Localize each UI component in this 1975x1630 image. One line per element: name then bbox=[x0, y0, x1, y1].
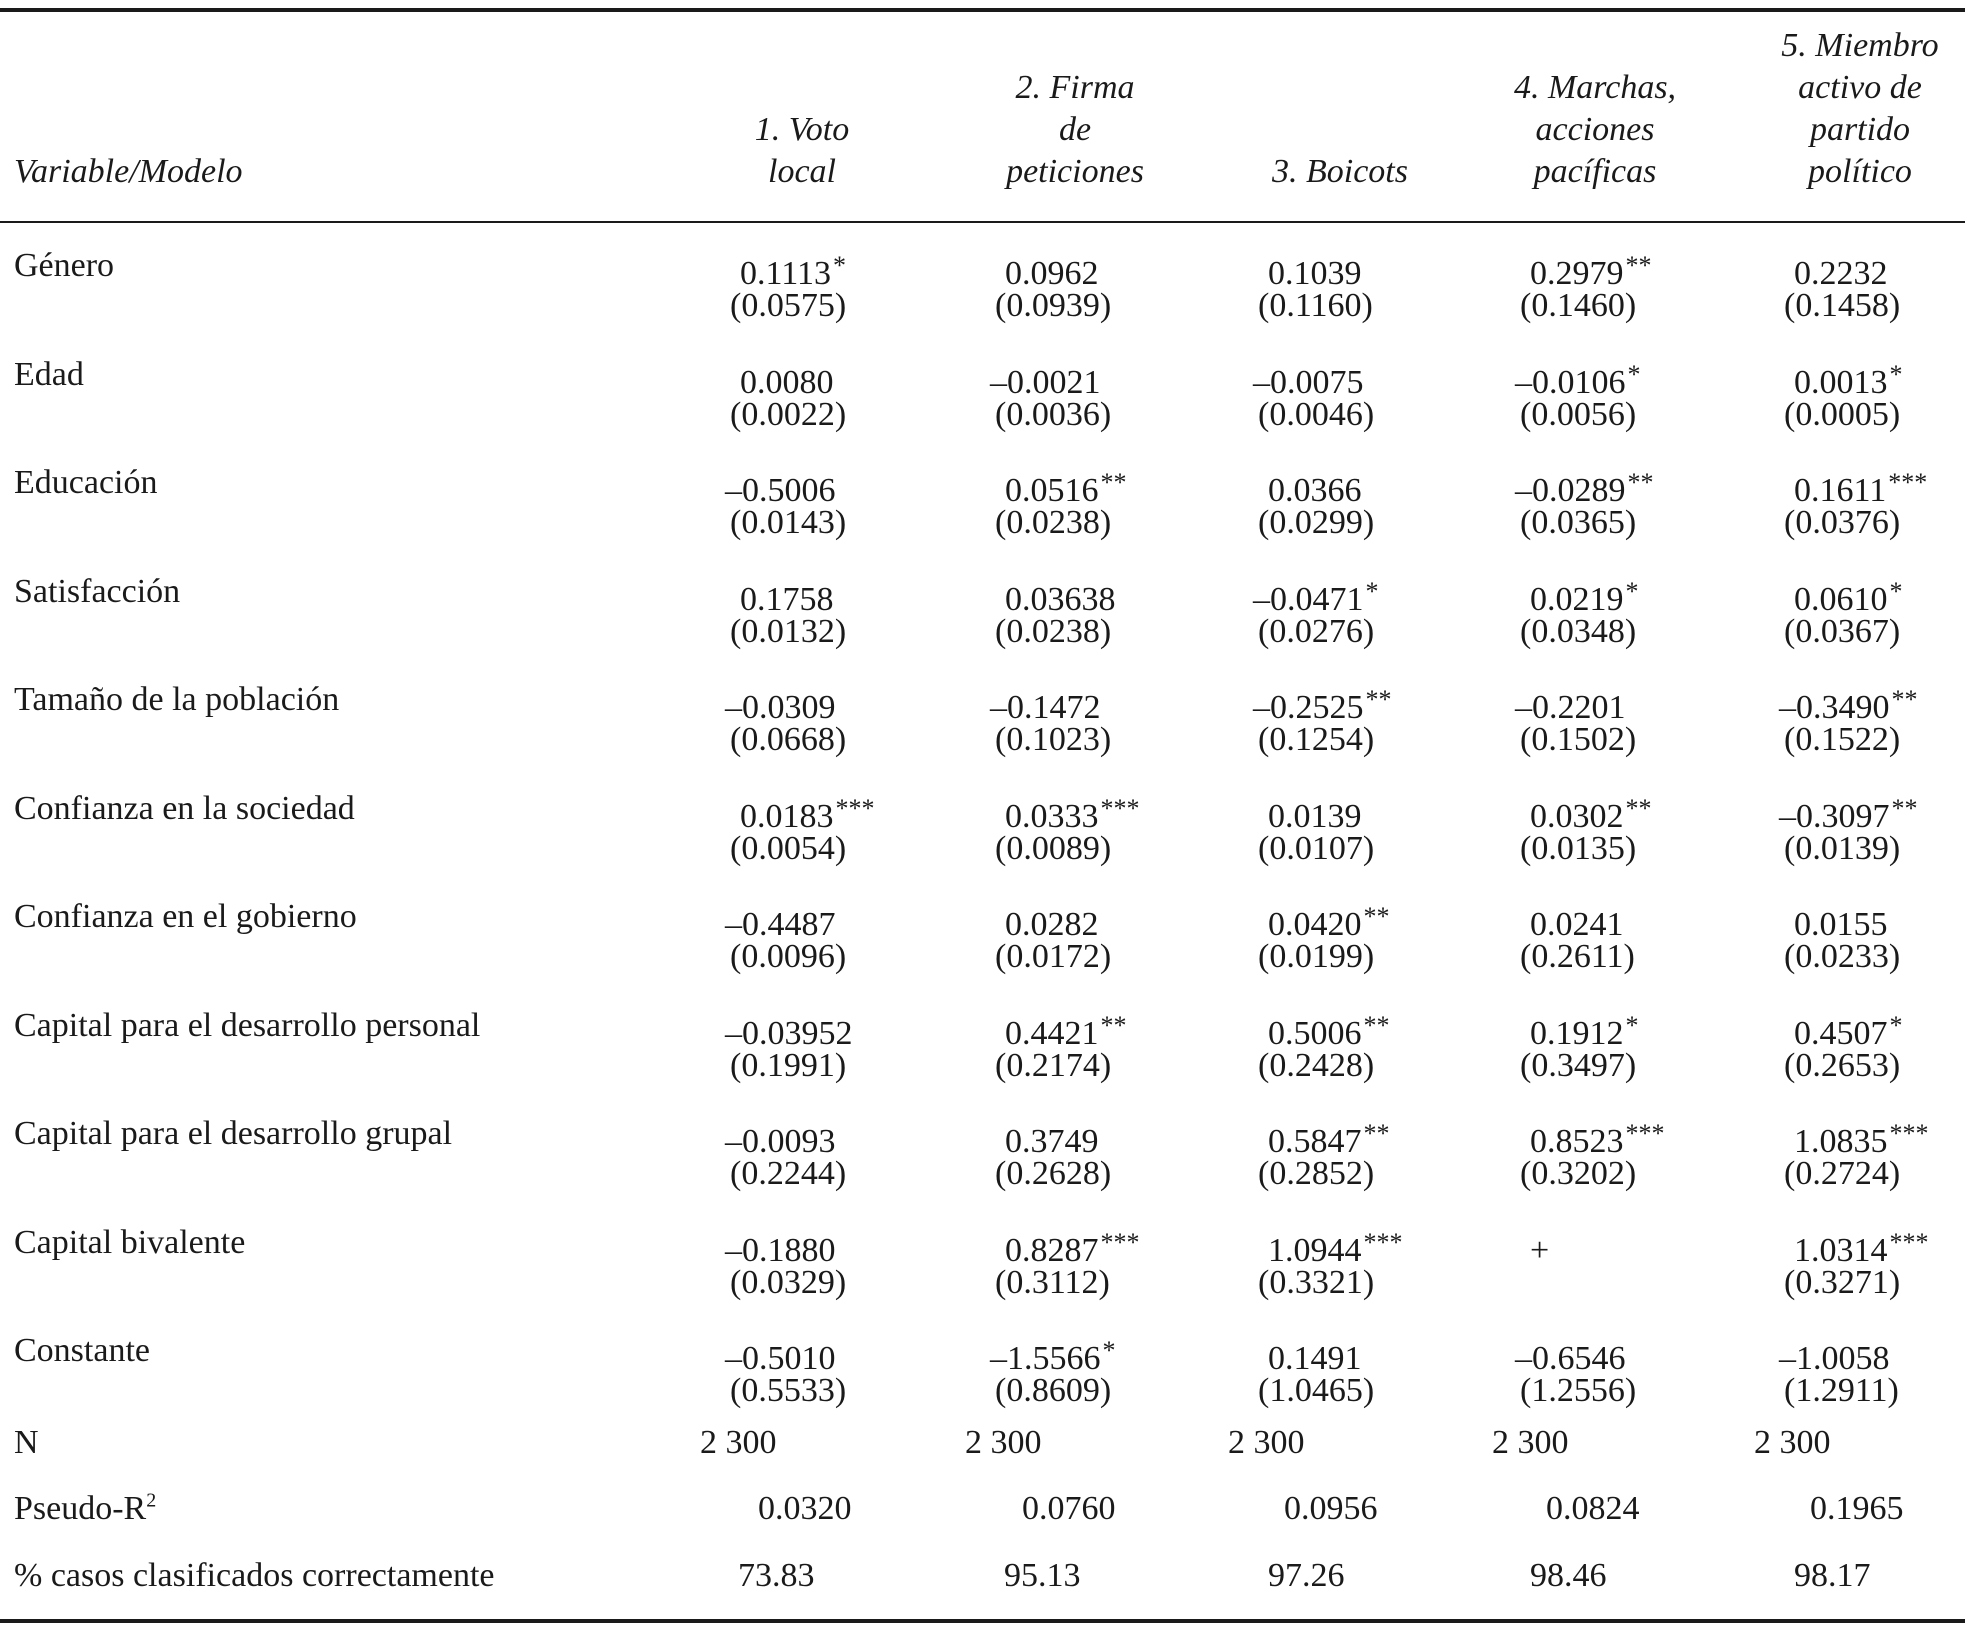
significance-stars: * bbox=[1102, 1336, 1116, 1365]
standard-error: (0.2724) bbox=[1784, 1155, 1901, 1192]
significance-stars: *** bbox=[1889, 1119, 1929, 1148]
row-label: Tamaño de la población bbox=[14, 681, 340, 718]
significance-stars: *** bbox=[1889, 1228, 1929, 1257]
pct-correct-value-5: 98.17 bbox=[1794, 1557, 1871, 1594]
coefficient-value: –0.2525 bbox=[1253, 689, 1364, 726]
coefficient-value: 0.0013 bbox=[1794, 364, 1888, 401]
standard-error: (0.1254) bbox=[1258, 721, 1375, 758]
significance-stars: *** bbox=[1625, 1119, 1665, 1148]
standard-error: (0.0365) bbox=[1520, 504, 1637, 541]
coefficient-value: + bbox=[1530, 1232, 1550, 1269]
coefficient-value: –1.0058 bbox=[1779, 1340, 1890, 1377]
row-label: Capital bivalente bbox=[14, 1224, 246, 1261]
coefficient-value: 0.0366 bbox=[1268, 472, 1362, 509]
coefficient-value: –0.4487 bbox=[725, 906, 836, 943]
coefficient-value: –0.1880 bbox=[725, 1232, 836, 1269]
coefficient-value: 1.0944 bbox=[1268, 1232, 1362, 1269]
standard-error: (0.2628) bbox=[995, 1155, 1112, 1192]
coefficient-value: 0.0155 bbox=[1794, 906, 1888, 943]
standard-error: (0.0107) bbox=[1258, 830, 1375, 867]
standard-error: (0.0238) bbox=[995, 504, 1112, 541]
column-header-2 bbox=[965, 67, 1185, 193]
significance-stars: ** bbox=[1891, 685, 1918, 714]
coefficient-value: 0.0610 bbox=[1794, 581, 1888, 618]
coefficient-value: –0.03952 bbox=[725, 1015, 853, 1052]
row-label: Satisfacción bbox=[14, 573, 181, 610]
coefficient-value: 0.1491 bbox=[1268, 1340, 1362, 1377]
row-label: Capital para el desarrollo grupal bbox=[14, 1115, 453, 1152]
column-header-4 bbox=[1480, 67, 1710, 193]
coefficient-value: 0.1758 bbox=[740, 581, 834, 618]
coefficient-value: –0.0021 bbox=[990, 364, 1101, 401]
standard-error: (0.2428) bbox=[1258, 1047, 1375, 1084]
coefficient-value: –0.6546 bbox=[1515, 1340, 1626, 1377]
coefficient-value: 0.1611 bbox=[1794, 472, 1887, 509]
column-header-2-line-2: de bbox=[1058, 111, 1092, 148]
significance-stars: ** bbox=[1100, 1011, 1127, 1040]
significance-stars: ** bbox=[1365, 685, 1392, 714]
standard-error: (0.0329) bbox=[730, 1264, 847, 1301]
column-header-4-line-1: 4. Marchas, bbox=[1513, 69, 1677, 106]
standard-error: (0.0276) bbox=[1258, 613, 1375, 650]
coefficient-value: 0.5006 bbox=[1268, 1015, 1362, 1052]
standard-error: (0.0135) bbox=[1520, 830, 1637, 867]
standard-error: (0.0348) bbox=[1520, 613, 1637, 650]
standard-error: (0.3112) bbox=[995, 1264, 1110, 1301]
coefficient-value: –0.0075 bbox=[1253, 364, 1364, 401]
standard-error: (0.0367) bbox=[1784, 613, 1901, 650]
coefficient-value: –0.3097 bbox=[1779, 798, 1890, 835]
pct-correct-value-1: 73.83 bbox=[738, 1557, 815, 1594]
coefficient-value: 0.0420 bbox=[1268, 906, 1362, 943]
column-header-4-line-3: pacíficas bbox=[1533, 153, 1657, 190]
standard-error: (0.5533) bbox=[730, 1372, 847, 1409]
standard-error: (0.1160) bbox=[1258, 287, 1373, 324]
row-label: Educación bbox=[14, 464, 158, 501]
pseudo-r2-value-2: 0.0760 bbox=[1022, 1490, 1116, 1527]
standard-error: (0.3321) bbox=[1258, 1264, 1375, 1301]
significance-stars: *** bbox=[835, 794, 875, 823]
coefficient-value: –0.0289 bbox=[1515, 472, 1626, 509]
standard-error: (1.2911) bbox=[1784, 1372, 1899, 1409]
coefficient-value: –1.5566 bbox=[990, 1340, 1101, 1377]
coefficient-value: 1.0314 bbox=[1794, 1232, 1888, 1269]
pseudo-r2-label-text: Pseudo-R bbox=[14, 1490, 147, 1527]
standard-error: (0.0575) bbox=[730, 287, 847, 324]
column-header-2-line-3: peticiones bbox=[1006, 153, 1144, 190]
coefficient-value: 0.1039 bbox=[1268, 255, 1362, 292]
significance-stars: ** bbox=[1891, 794, 1918, 823]
coefficient-value: 0.0183 bbox=[740, 798, 834, 835]
standard-error: (0.1991) bbox=[730, 1047, 847, 1084]
pseudo-r2-value-5: 0.1965 bbox=[1810, 1490, 1904, 1527]
pseudo-r2-value-4: 0.0824 bbox=[1546, 1490, 1640, 1527]
standard-error: (0.1522) bbox=[1784, 721, 1901, 758]
column-header-2-line-1: 2. Firma bbox=[1015, 69, 1135, 106]
coefficient-value: –0.2201 bbox=[1515, 689, 1626, 726]
column-header-5 bbox=[1760, 25, 1960, 193]
standard-error: (0.0056) bbox=[1520, 396, 1637, 433]
coefficient-value: 0.03638 bbox=[1005, 581, 1116, 618]
significance-stars: ** bbox=[1363, 902, 1390, 931]
standard-error: (0.3497) bbox=[1520, 1047, 1637, 1084]
column-header-5-line-1: 5. Miembro bbox=[1781, 27, 1939, 64]
coefficient-value: –0.0093 bbox=[725, 1123, 836, 1160]
standard-error: (0.0132) bbox=[730, 613, 847, 650]
standard-error: (0.2611) bbox=[1520, 938, 1635, 975]
coefficient-value: 0.4507 bbox=[1794, 1015, 1888, 1052]
standard-error: (0.0139) bbox=[1784, 830, 1901, 867]
coefficient-value: 0.0516 bbox=[1005, 472, 1099, 509]
standard-error: (0.0238) bbox=[995, 613, 1112, 650]
standard-error: (0.0054) bbox=[730, 830, 847, 867]
coefficient-value: 0.0962 bbox=[1005, 255, 1099, 292]
column-header-1-line-1: 1. Voto bbox=[754, 111, 850, 148]
significance-stars: * bbox=[1625, 577, 1639, 606]
coefficient-value: –0.5010 bbox=[725, 1340, 836, 1377]
coefficient-value: 0.8523 bbox=[1530, 1123, 1624, 1160]
coefficient-cell bbox=[1530, 1222, 1551, 1272]
coefficient-value: 1.0835 bbox=[1794, 1123, 1888, 1160]
standard-error: (0.1460) bbox=[1520, 287, 1637, 324]
column-header-5-line-3: partido bbox=[1809, 111, 1911, 148]
standard-error: (0.0172) bbox=[995, 938, 1112, 975]
standard-error: (0.0005) bbox=[1784, 396, 1901, 433]
standard-error: (0.1458) bbox=[1784, 287, 1901, 324]
pct-correct-value-3: 97.26 bbox=[1268, 1557, 1345, 1594]
significance-stars: * bbox=[1365, 577, 1379, 606]
pseudo-r2-value-1: 0.0320 bbox=[758, 1490, 852, 1527]
significance-stars: ** bbox=[1100, 468, 1127, 497]
coefficient-value: 0.0080 bbox=[740, 364, 834, 401]
standard-error: (0.0199) bbox=[1258, 938, 1375, 975]
significance-stars: * bbox=[1889, 1011, 1903, 1040]
significance-stars: ** bbox=[1363, 1119, 1390, 1148]
significance-stars: ** bbox=[1627, 468, 1654, 497]
row-label: Edad bbox=[14, 356, 84, 393]
n-value-3: 2 300 bbox=[1228, 1424, 1305, 1461]
coefficient-value: 0.1113 bbox=[740, 255, 831, 292]
coefficient-value: 0.0302 bbox=[1530, 798, 1624, 835]
coefficient-value: 0.5847 bbox=[1268, 1123, 1362, 1160]
significance-stars: ** bbox=[1625, 251, 1652, 280]
column-header-1-line-2: local bbox=[768, 153, 836, 190]
column-header-5-line-2: activo de bbox=[1798, 69, 1922, 106]
coefficient-value: 0.0219 bbox=[1530, 581, 1624, 618]
significance-stars: * bbox=[1627, 360, 1641, 389]
standard-error: (0.0089) bbox=[995, 830, 1112, 867]
pct-correct-label: % casos clasificados correctamente bbox=[14, 1557, 495, 1594]
significance-stars: * bbox=[832, 251, 846, 280]
coefficient-value: –0.1472 bbox=[990, 689, 1101, 726]
n-value-5: 2 300 bbox=[1754, 1424, 1831, 1461]
row-label: Género bbox=[14, 247, 115, 284]
significance-stars: *** bbox=[1888, 468, 1928, 497]
n-value-4: 2 300 bbox=[1492, 1424, 1569, 1461]
column-header-1 bbox=[712, 109, 892, 193]
row-label: Confianza en la sociedad bbox=[14, 790, 355, 827]
column-header-3 bbox=[1240, 151, 1440, 193]
standard-error: (0.0036) bbox=[995, 396, 1112, 433]
standard-error: (1.0465) bbox=[1258, 1372, 1375, 1409]
column-header-5-line-4: político bbox=[1808, 153, 1912, 190]
coefficient-value: 0.2979 bbox=[1530, 255, 1624, 292]
coefficient-value: 0.0139 bbox=[1268, 798, 1362, 835]
standard-error: (0.2244) bbox=[730, 1155, 847, 1192]
standard-error: (0.2653) bbox=[1784, 1047, 1901, 1084]
coefficient-value: 0.1912 bbox=[1530, 1015, 1624, 1052]
standard-error: (0.2174) bbox=[995, 1047, 1112, 1084]
standard-error: (0.0376) bbox=[1784, 504, 1901, 541]
coefficient-value: 0.0333 bbox=[1005, 798, 1099, 835]
standard-error: (0.8609) bbox=[995, 1372, 1112, 1409]
coefficient-value: 0.0282 bbox=[1005, 906, 1099, 943]
column-header-4-line-2: acciones bbox=[1535, 111, 1655, 148]
standard-error: (0.1023) bbox=[995, 721, 1112, 758]
standard-error: (0.1502) bbox=[1520, 721, 1637, 758]
standard-error: (0.0046) bbox=[1258, 396, 1375, 433]
pct-correct-value-2: 95.13 bbox=[1004, 1557, 1081, 1594]
significance-stars: *** bbox=[1363, 1228, 1403, 1257]
significance-stars: *** bbox=[1100, 794, 1140, 823]
coefficient-value: –0.0106 bbox=[1515, 364, 1626, 401]
significance-stars: *** bbox=[1100, 1228, 1140, 1257]
standard-error: (0.3202) bbox=[1520, 1155, 1637, 1192]
standard-error: (0.0143) bbox=[730, 504, 847, 541]
row-label: Constante bbox=[14, 1332, 150, 1369]
significance-stars: ** bbox=[1363, 1011, 1390, 1040]
standard-error: (0.0233) bbox=[1784, 938, 1901, 975]
row-label: Capital para el desarrollo personal bbox=[14, 1007, 481, 1044]
standard-error: (0.0939) bbox=[995, 287, 1112, 324]
coefficient-value: 0.4421 bbox=[1005, 1015, 1099, 1052]
significance-stars: ** bbox=[1625, 794, 1652, 823]
standard-error: (0.3271) bbox=[1784, 1264, 1901, 1301]
coefficient-value: –0.0309 bbox=[725, 689, 836, 726]
coefficient-value: 0.3749 bbox=[1005, 1123, 1099, 1160]
coefficient-value: 0.2232 bbox=[1794, 255, 1888, 292]
pseudo-r2-value-3: 0.0956 bbox=[1284, 1490, 1378, 1527]
standard-error: (0.2852) bbox=[1258, 1155, 1375, 1192]
significance-stars: * bbox=[1625, 1011, 1639, 1040]
coefficient-value: 0.0241 bbox=[1530, 906, 1624, 943]
standard-error: (0.0022) bbox=[730, 396, 847, 433]
pct-correct-value-4: 98.46 bbox=[1530, 1557, 1607, 1594]
standard-error: (0.0668) bbox=[730, 721, 847, 758]
pseudo-r2-label bbox=[14, 1488, 156, 1530]
n-value-2: 2 300 bbox=[965, 1424, 1042, 1461]
row-label: Confianza en el gobierno bbox=[14, 898, 357, 935]
column-header-3-line-1: 3. Boicots bbox=[1272, 153, 1408, 190]
significance-stars: * bbox=[1889, 360, 1903, 389]
coefficient-value: –0.0471 bbox=[1253, 581, 1364, 618]
significance-stars: * bbox=[1889, 577, 1903, 606]
header-rule bbox=[0, 221, 1965, 223]
n-label: N bbox=[14, 1424, 39, 1461]
bottom-rule bbox=[0, 1619, 1965, 1623]
standard-error: (0.0096) bbox=[730, 938, 847, 975]
coefficient-value: –0.3490 bbox=[1779, 689, 1890, 726]
top-rule bbox=[0, 8, 1965, 12]
pseudo-r2-label-sup: 2 bbox=[146, 1489, 157, 1512]
row-label-header: Variable/Modelo bbox=[14, 153, 243, 190]
standard-error: (1.2556) bbox=[1520, 1372, 1637, 1409]
standard-error: (0.0299) bbox=[1258, 504, 1375, 541]
coefficient-value: 0.8287 bbox=[1005, 1232, 1099, 1269]
coefficient-value: –0.5006 bbox=[725, 472, 836, 509]
n-value-1: 2 300 bbox=[700, 1424, 777, 1461]
